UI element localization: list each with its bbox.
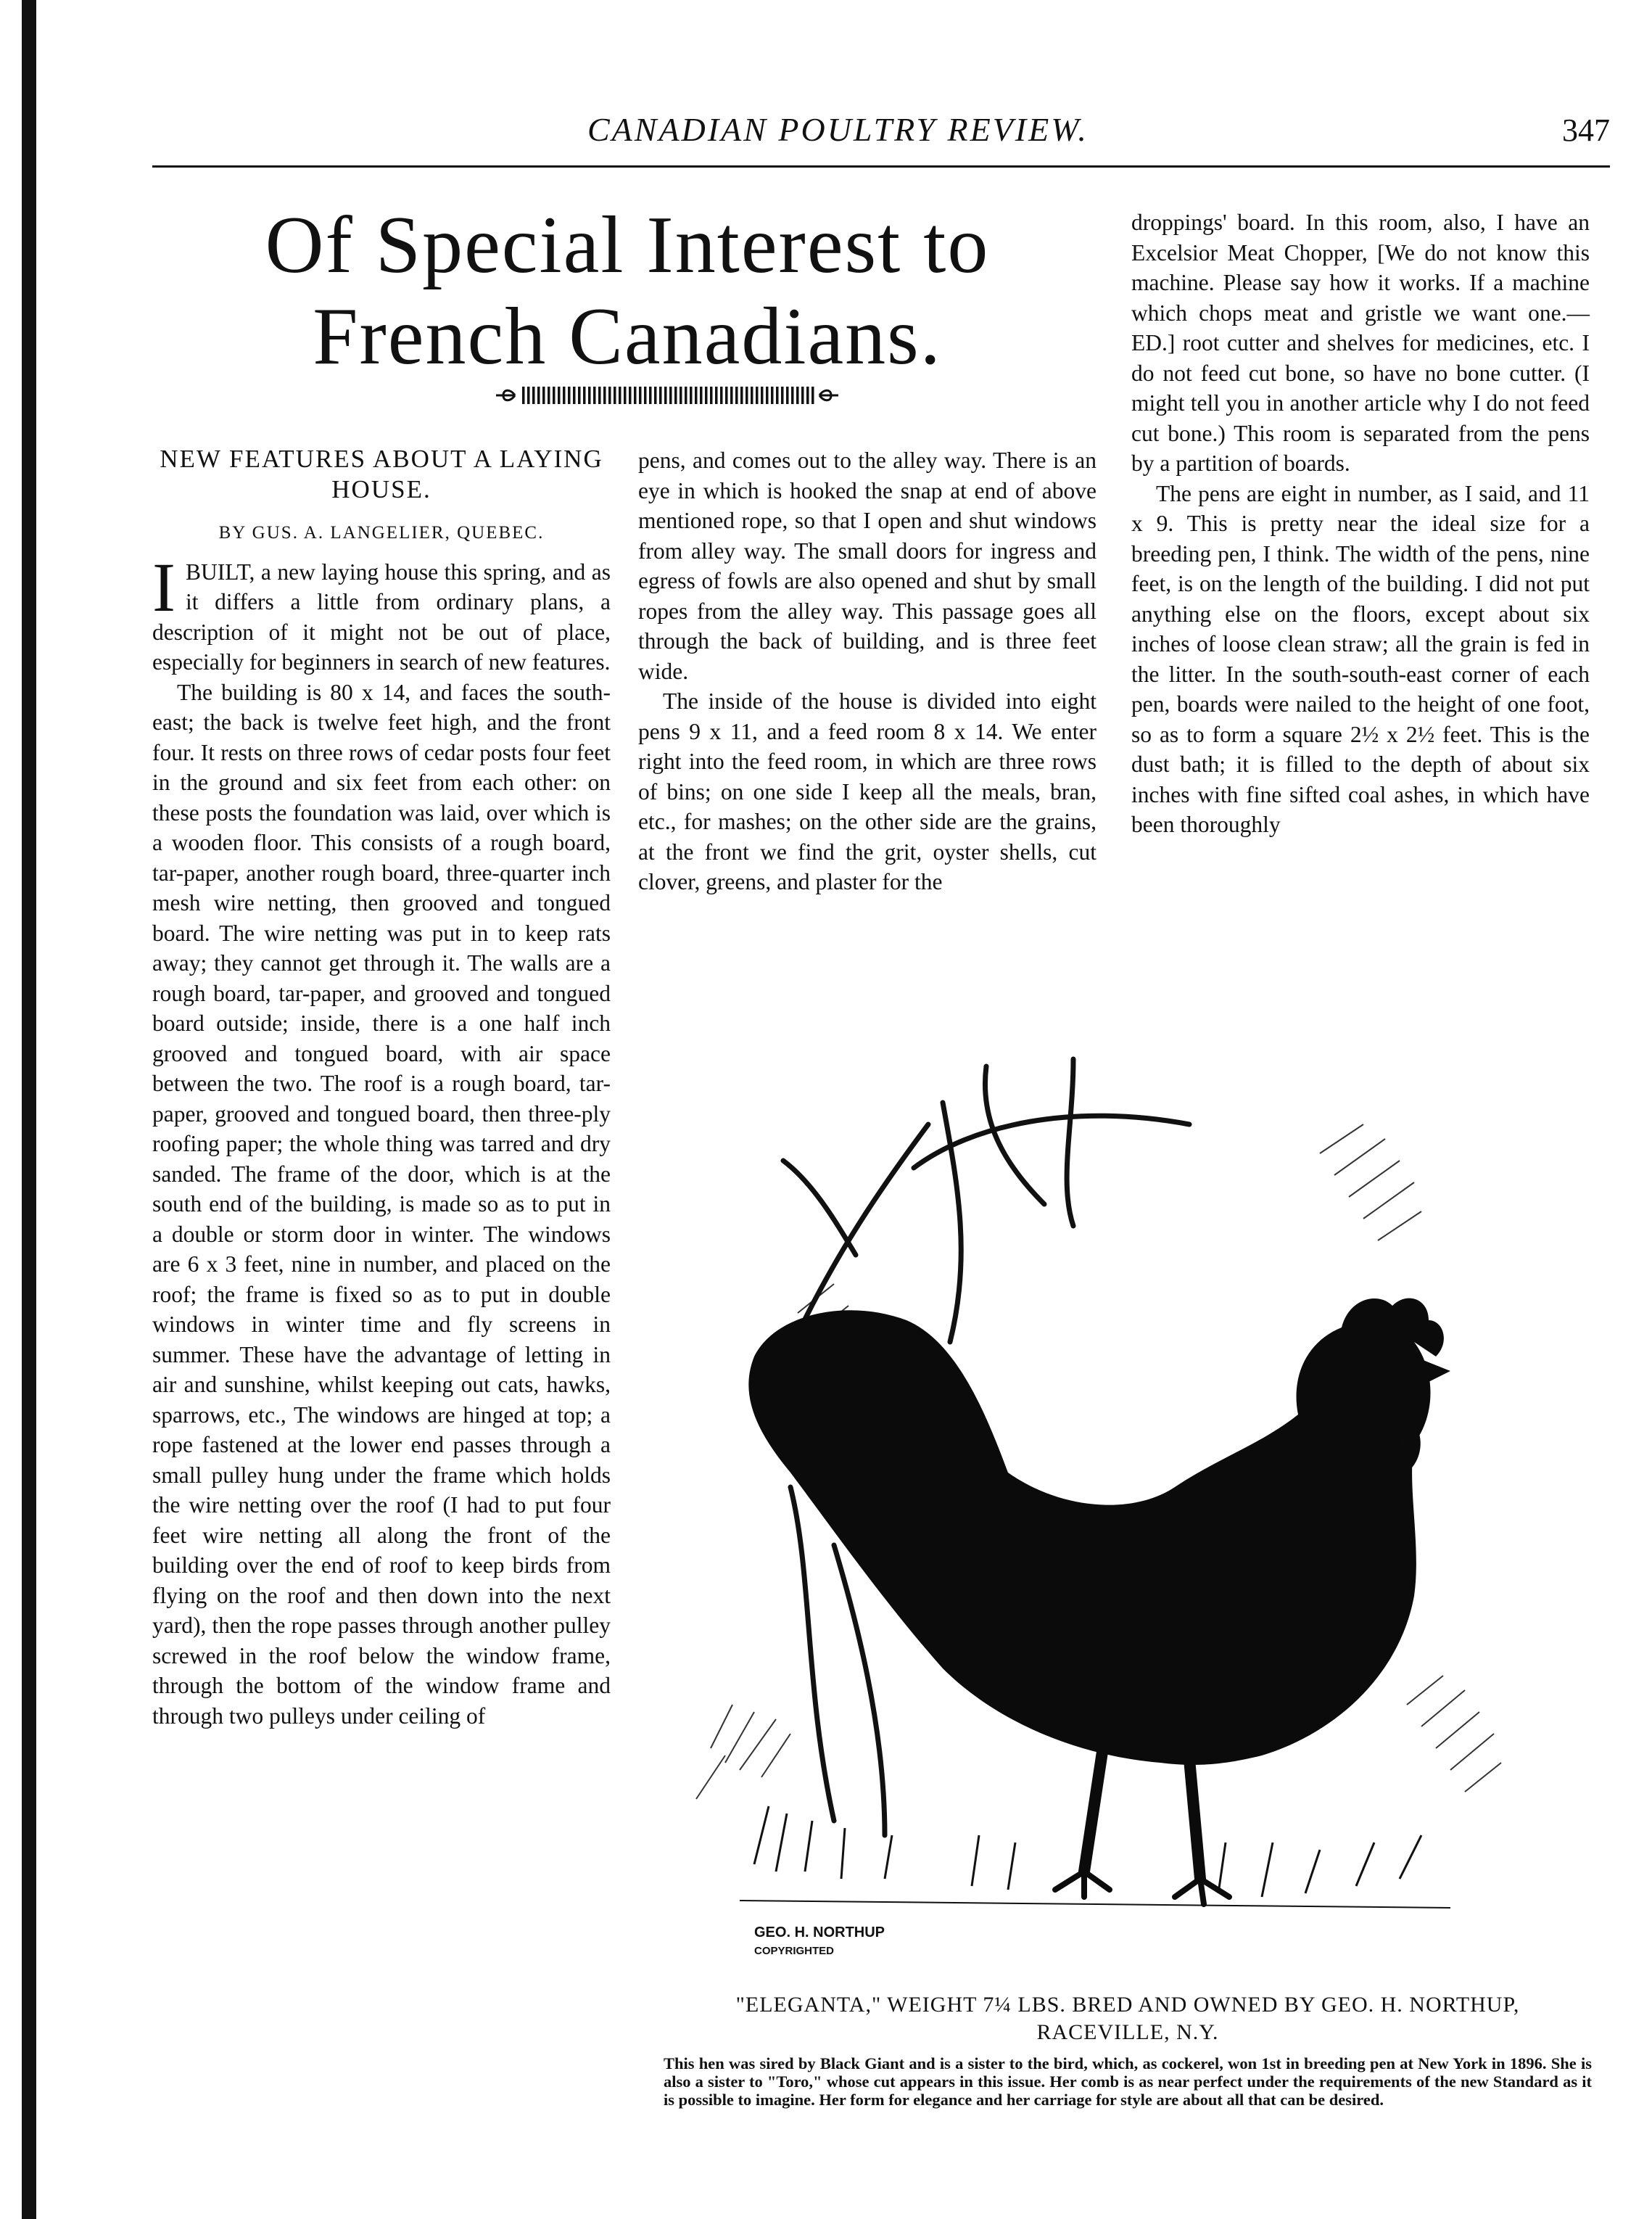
- column-2: [638, 445, 1096, 897]
- page-edge-rule: [22, 0, 36, 2219]
- paragraph-5: droppings' board. In this room, also, I have an Excelsior Meat Chopper, [We do not know this machine. Please say how it works. If a machine which chops meat and gristle we want one.—ED.] root cutter and shelves for medicines, etc. I do not feed cut bone, so have no bone cutter. (I might tell you in another article why I do not feed cut bone.) This room is separated from the pens by a partition of boards.: [1131, 210, 1590, 476]
- ornament-bar: [603, 387, 606, 404]
- ornament-bar: [664, 387, 667, 404]
- ornament-bar: [700, 387, 703, 404]
- ornament-bar: [659, 387, 662, 404]
- ornament-bar: [791, 387, 794, 404]
- ornament-bar: [532, 387, 535, 404]
- ornament-bar: [680, 387, 682, 404]
- ornament-bar: [771, 387, 774, 404]
- ornament-bar: [740, 387, 743, 404]
- article-title: [145, 199, 1110, 382]
- ornament-bar: [619, 387, 621, 404]
- ornament-bar: [542, 387, 545, 404]
- ornament-bar: [634, 387, 637, 404]
- paragraph-3: pens, and comes out to the alley way. There is an eye in which is hooked the snap at end of above mentioned rope, so that I open and shut windows from alley way. The small doors for ingress and egress of fowls are also opened and shut by small ropes from the alley way. This passage goes all through the back of building, and is three feet wide.: [638, 448, 1096, 684]
- ornament-bar: [735, 387, 738, 404]
- ornament-bar: [629, 387, 632, 404]
- ornament-bar: [568, 387, 571, 404]
- header-rule: [152, 165, 1610, 168]
- ornament-bar: [644, 387, 647, 404]
- ornament-bar: [578, 387, 581, 404]
- ornament-bar: [801, 387, 804, 404]
- paragraph-6: The pens are eight in number, as I said, and 11 x 9. This is pretty near the ideal size for a breeding pen, I think. The width of the pens, nine feet, is on the length of the building. I did not put anything else on the floors, except about six inches of loose clean straw; all the grain is fed in the litter. In the south-south-east corner of each pen, boards were nailed to the height of one foot, so as to form a square 2½ x 2½ feet. This is the dust bath; it is filled to the depth of about six inches with fine sifted coal ashes, in which have been thoroughly: [1131, 480, 1590, 837]
- ornament-bar: [766, 387, 769, 404]
- ornament-bar: [654, 387, 657, 404]
- ornament-bar: [715, 387, 718, 404]
- ornament-bar: [720, 387, 723, 404]
- page-number: 347: [1562, 112, 1610, 148]
- column-1: [152, 444, 611, 1731]
- ornament-bar: [639, 387, 642, 404]
- ornament-bar: [710, 387, 713, 404]
- ornament-bar: [558, 387, 561, 404]
- figure-caption: [664, 1991, 1592, 2046]
- ornament-bar: [695, 387, 698, 404]
- ornament-bar: [522, 387, 525, 404]
- ornament-bar: [746, 387, 748, 404]
- running-head: [152, 107, 1646, 152]
- ornament-bar: [796, 387, 799, 404]
- paragraph-1-text: BUILT, a new laying house this spring, and as it differs a little from ordinary plans, a description of it might not be out of place, especially for beginners in search of new features.: [152, 559, 611, 675]
- hen-legs: [1084, 1752, 1200, 1879]
- ornament-bar: [624, 387, 627, 404]
- caption-note: This hen was sired by Black Giant and is a sister to the bird, which, as cockerel, won 1st in breeding pen at New York in 1896. She is also a sister to "Toro," whose cut appears in this issue. Her comb is as near perfect under the requirements of the new Standard as it is possible to imagine. Her form for elegance and her carriage for style are about all that can be desired.: [664, 2054, 1592, 2109]
- ornament-bar: [690, 387, 693, 404]
- ornament-bar: [730, 387, 733, 404]
- ornament-bar: [756, 387, 759, 404]
- ornament-bar: [786, 387, 789, 404]
- paragraph-1: [152, 548, 611, 678]
- ornament-bar: [614, 387, 616, 404]
- ornament-bar: [608, 387, 611, 404]
- ornament-bar: [588, 387, 591, 404]
- ornament-bar: [598, 387, 601, 404]
- column-3: [1131, 207, 1590, 840]
- engraver-mark: GEO. H. NORTHUP: [754, 1924, 885, 1940]
- ornament-bar: [674, 387, 677, 404]
- ornament-bar: [573, 387, 576, 404]
- paragraph-4: The inside of the house is divided into eight pens 9 x 11, and a feed room 8 x 14. We enter right into the feed room, in which are three rows of bins; on one side I keep all the meals, bran, etc., for mashes; on the other side are the grains, at the front we find the grit, oyster shells, cut clover, greens, and plaster for the: [638, 688, 1096, 894]
- ornament-bar: [553, 387, 556, 404]
- drop-cap: I: [152, 548, 175, 626]
- ornament-bar: [806, 387, 809, 404]
- article-title-line-2: French Canadians.: [313, 292, 942, 382]
- section-heading: NEW FEATURES ABOUT A LAYING HOUSE.: [160, 445, 603, 503]
- ornament-bar: [761, 387, 764, 404]
- byline: BY GUS. A. LANGELIER, QUEBEC.: [218, 523, 545, 543]
- ornament-bar: [751, 387, 753, 404]
- ornament-bar: [725, 387, 728, 404]
- ornament-bar: [776, 387, 779, 404]
- ornament-bar: [527, 387, 530, 404]
- ornament-bar: [593, 387, 596, 404]
- ornament-bar: [649, 387, 652, 404]
- ornament-bar: [685, 387, 687, 404]
- ornament-bar: [781, 387, 784, 404]
- ornament-bar: [811, 387, 814, 404]
- hen-illustration: [667, 1037, 1588, 1988]
- paragraph-2: The building is 80 x 14, and faces the south-east; the back is twelve feet high, and the front four. It rests on three rows of cedar posts four feet in the ground and six feet from each other: on these posts the foundation was laid, over which is a wooden floor. This consists of a rough board, tar-paper, another rough board, three-quarter inch mesh wire netting, then grooved and tongued board. The wire netting was put in to keep rats away; they cannot get through it. The walls are a rough board, tar-paper, and grooved and tongued board outside; inside, there is a one half inch grooved and tongued board, with air space between the two. The roof is a rough board, tar-paper, grooved and tongued board, then three-ply roofing paper; the whole thing was tarred and dry sanded. The frame of the door, which is at the south end of the building, is made so as to put in a double or storm door in winter. The windows are 6 x 3 feet, nine in number, and placed on the roof; the frame is fixed so as to put in double windows in winter time and fly screens in summer. These have the advantage of letting in air and sunshine, whilst keeping out cats, hawks, sparrows, etc., The windows are hinged at top; a rope fastened at the lower end passes through a small pulley hung under the frame which holds the wire netting over the roof (I had to put four feet wire netting all along the front of the building over the end of roof to keep birds from flying on the roof and then down into the next yard), then the rope passes through another pulley screwed in the roof below the window frame, through the bottom of the window frame and through two pulleys under ceiling of: [152, 679, 611, 1729]
- ornament-bar: [537, 387, 540, 404]
- ornament-bar: [563, 387, 566, 404]
- ornament-bar: [705, 387, 708, 404]
- ornament-bar: [548, 387, 550, 404]
- article-title-line-1: Of Special Interest to: [265, 200, 990, 290]
- ornament-bar: [669, 387, 672, 404]
- caption-line-2: RACEVILLE, N.Y.: [1036, 2020, 1219, 2044]
- title-ornament: [493, 383, 841, 408]
- hen-silhouette: [748, 1298, 1450, 1765]
- caption-line-1: "ELEGANTA," WEIGHT 7¼ LBS. BRED AND OWNED BY GEO. H. NORTHUP,: [735, 1993, 1520, 2017]
- running-title: CANADIAN POULTRY REVIEW.: [587, 111, 1089, 148]
- ornament-bar: [583, 387, 586, 404]
- copyright-mark: COPYRIGHTED: [754, 1945, 835, 1957]
